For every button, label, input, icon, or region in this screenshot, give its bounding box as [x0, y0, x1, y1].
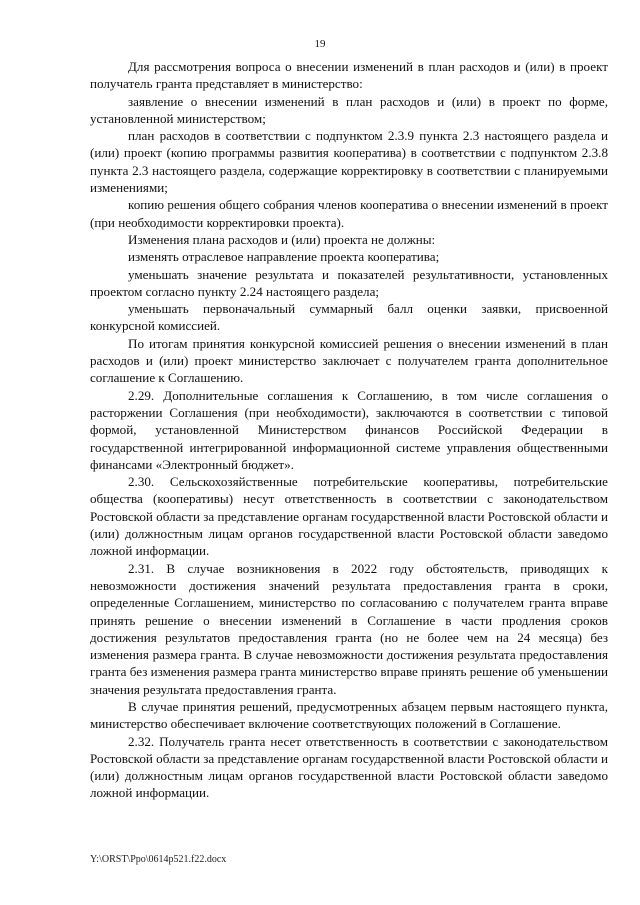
paragraph-section-2-32: 2.32. Получатель гранта несет ответственность в соответствии с законодательством Ростовской области за представление органам государственной власти Ростовской области и (или) должностным лицам органов государственной власти Ростовской области заведомо ложной информации.: [90, 733, 608, 801]
paragraph: копию решения общего собрания членов кооператива о внесении изменений в проект (при необходимости корректировки проекта).: [90, 197, 608, 230]
paragraph: Для рассмотрения вопроса о внесении изменений в план расходов и (или) в проект получатель гранта представляет в министерство:: [90, 59, 608, 92]
document-body: [90, 58, 608, 802]
paragraph-section-2-31: 2.31. В случае возникновения в 2022 году обстоятельств, приводящих к невозможности достижения значений результата предоставления гранта в сроки, определенные Соглашением, министерство по согласованию с получателем гранта вправе принять решение о внесении изменений в Соглашение в части продления сроков достижения результатов предоставления гранта (но не более чем на 24 месяца) без изменения размера гранта. В случае невозможности достижения результата предоставления гранта без изменения размера гранта министерство вправе принять решение об уменьшении значения результата предоставления гранта.: [90, 560, 608, 697]
footer-file-path: Y:\ORST\Ppo\0614p521.f22.docx: [90, 854, 227, 865]
page-number: 19: [314, 38, 326, 50]
paragraph: Изменения плана расходов и (или) проекта не должны:: [128, 231, 436, 247]
paragraph: уменьшать первоначальный суммарный балл оценки заявки, присвоенной конкурсной комиссией.: [90, 301, 608, 334]
paragraph: уменьшать значение результата и показателей результативности, установленных проектом согласно пункту 2.24 настоящего раздела;: [90, 266, 608, 299]
paragraph: план расходов в соответствии с подпунктом 2.3.9 пункта 2.3 настоящего раздела и (или) проект (копию программы развития кооператива) в соответствии с подпунктом 2.3.8 пункта 2.3 настоящего раздела, содержащие корректировку в соответствии с планируемыми изменениями;: [90, 128, 608, 196]
paragraph-section-2-30: 2.30. Сельскохозяйственные потребительские кооперативы, потребительские общества (кооперативы) несут ответственность в соответствии с законодательством Ростовской области за представление органам государственной власти Ростовской области и (или) должностным лицам органов государственной власти Ростовской области заведомо ложной информации.: [90, 474, 608, 559]
paragraph: По итогам принятия конкурсной комиссией решения о внесении изменений в план расходов и (или) проект министерство заключает с получателем гранта дополнительное соглашение к Соглашению.: [90, 335, 608, 386]
paragraph-section-2-29: 2.29. Дополнительные соглашения к Соглашению, в том числе соглашения о расторжении Соглашения (при необходимости), заключаются в соответствии с типовой формой, установленной Министерством финансов Российской Федерации в государственной интегрированной информационной системе управления общественными финансами «Электронный бюджет».: [90, 387, 608, 472]
paragraph: В случае принятия решений, предусмотренных абзацем первым настоящего пункта, министерство обеспечивает включение соответствующих положений в Соглашение.: [90, 698, 608, 732]
paragraph: изменять отраслевое направление проекта кооператива;: [128, 249, 440, 265]
paragraph: заявление о внесении изменений в план расходов и (или) в проект по форме, установленной министерством;: [90, 93, 608, 126]
